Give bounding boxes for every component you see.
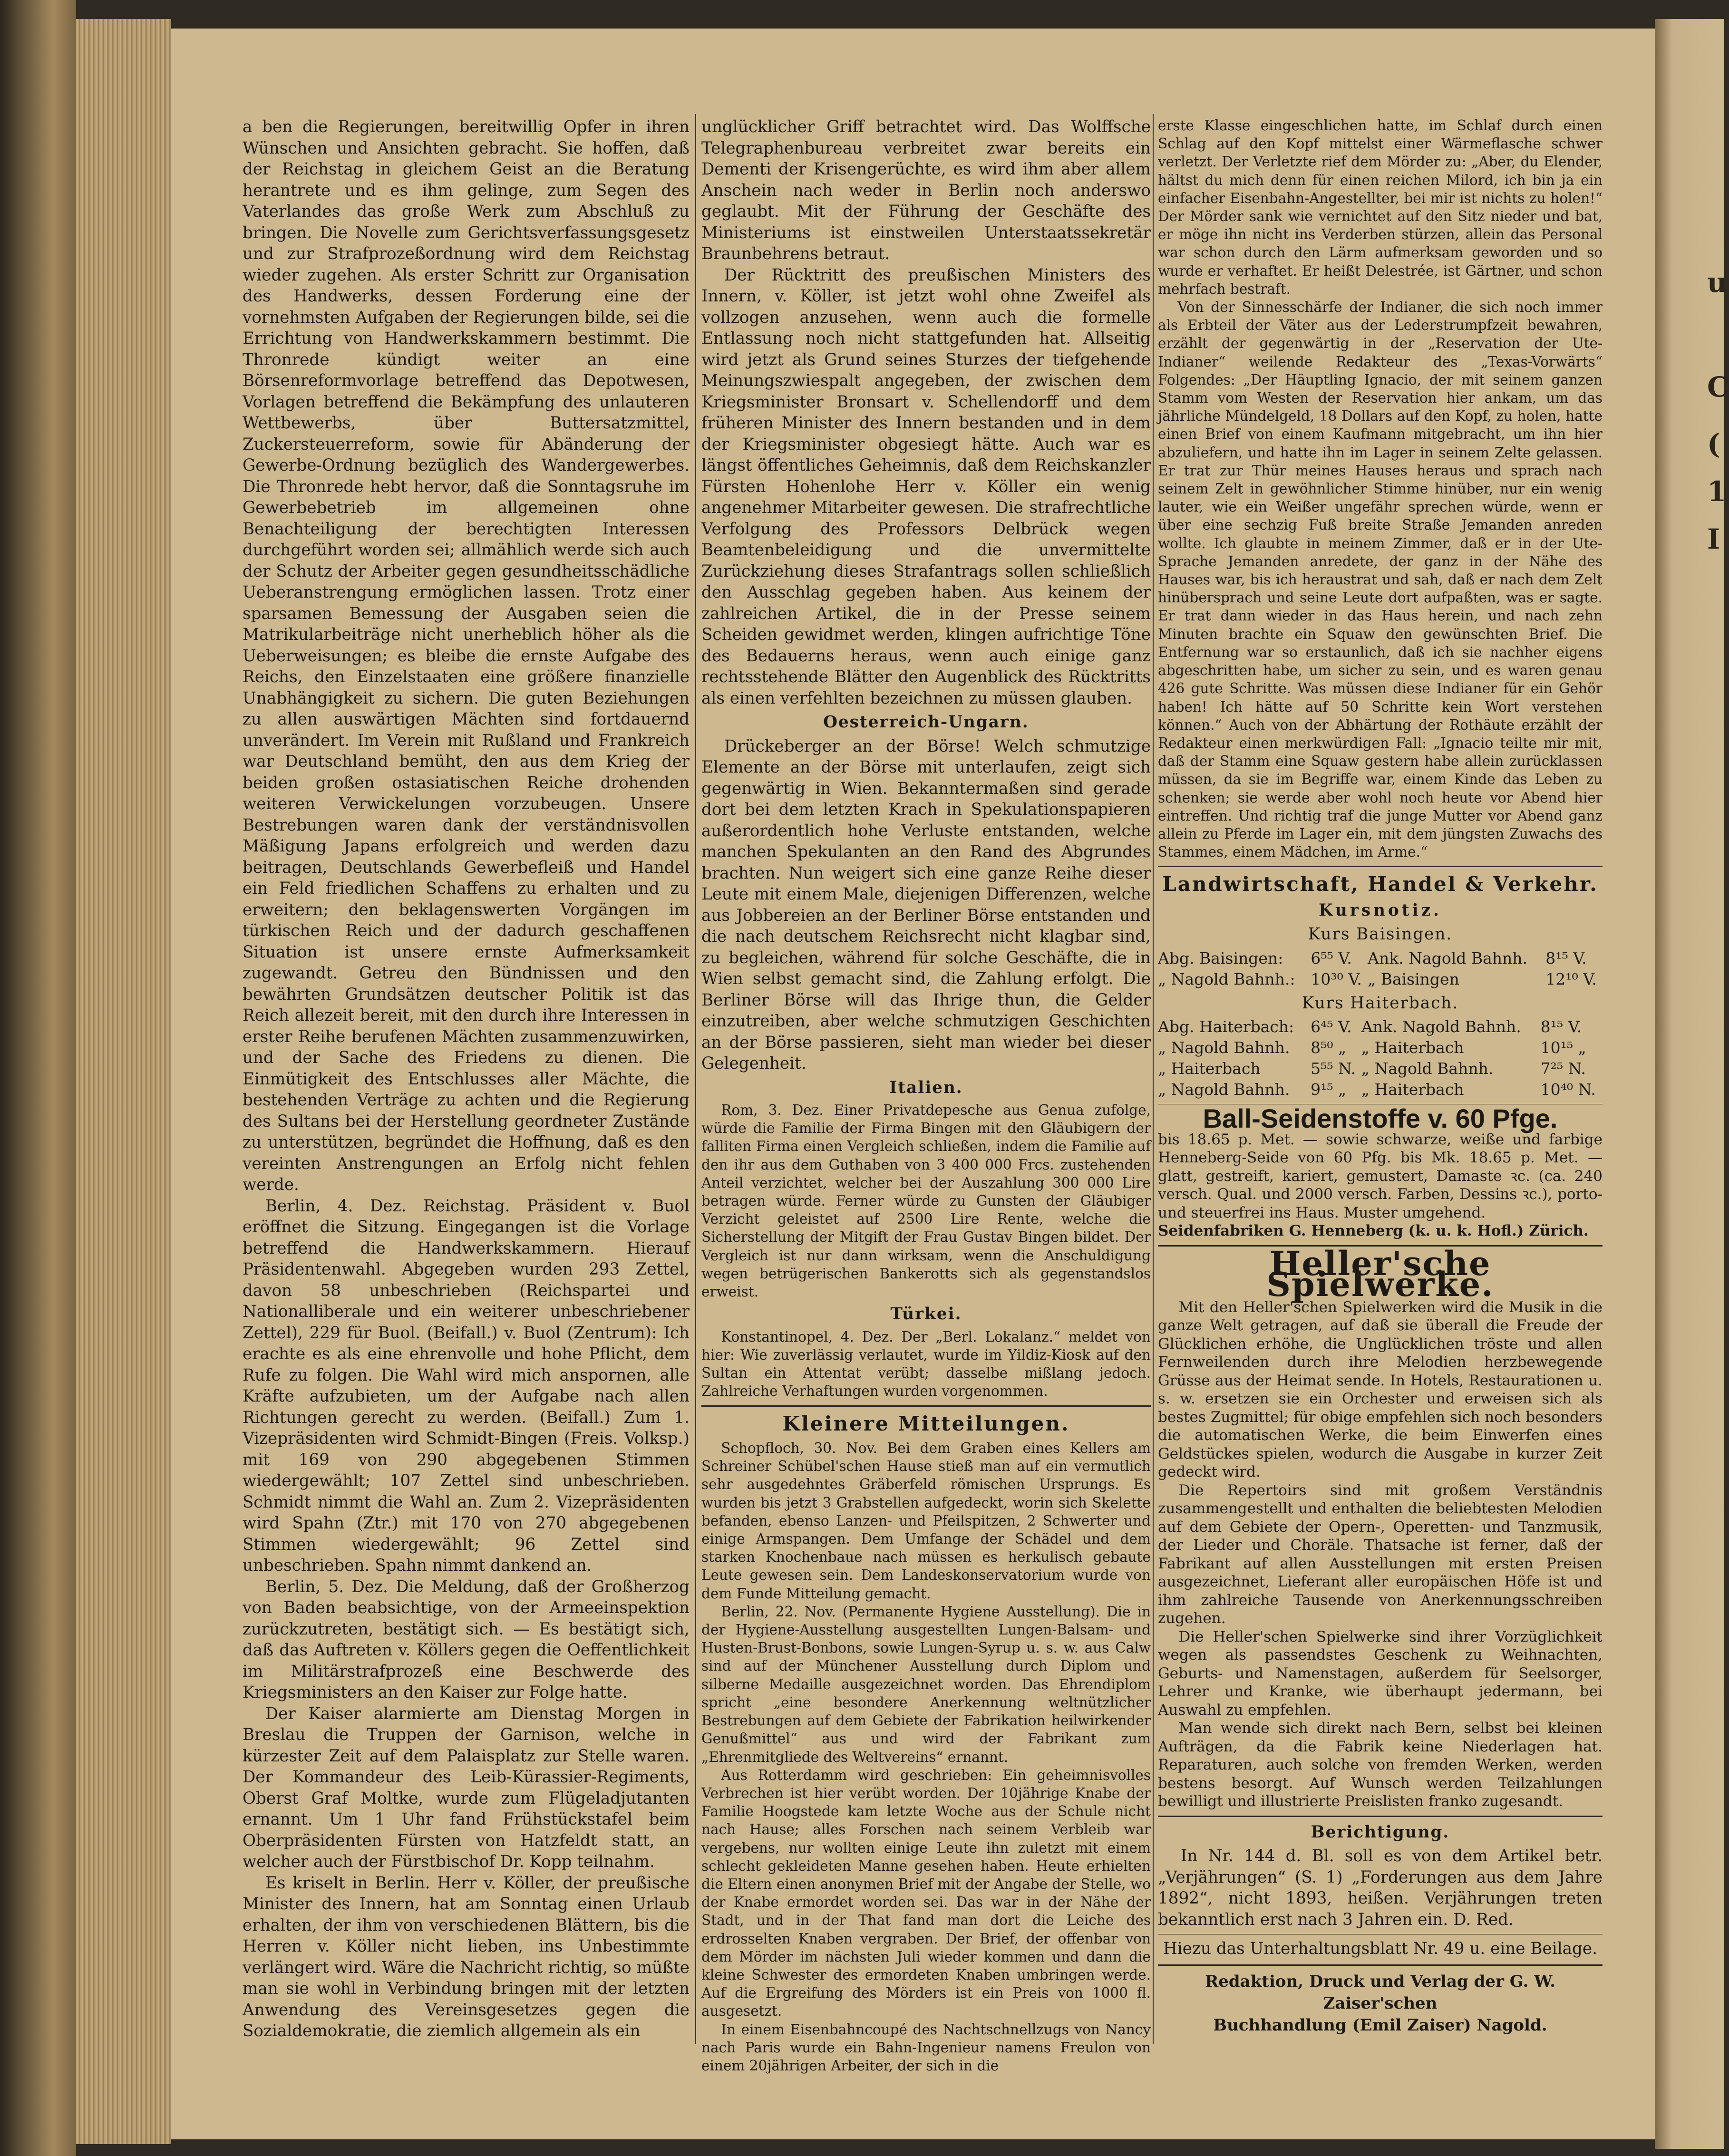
- next-page-edge: [1655, 19, 1727, 2149]
- article-kaiser: Der Kaiser alarmierte am Dienstag Morgen in Breslau die Truppen der Garnison, welche in kürzester Zeit auf dem Palaisplatz zur Stelle waren. Der Kommandeur des Leib-Kürassier-Regiments, Oberst Graf Moltke, wurde zum Flügeladjutanten ernannt. Um 1 Uhr fand Frühstückstafel beim Oberpräsidenten Fürsten von Hatzfeldt statt, an welcher auch der Fürstbischof Dr. Kopp teilnahm.: [243, 1704, 690, 1871]
- table-cell: 8¹⁵ V.: [1545, 948, 1587, 967]
- article-turkey: Konstantinopel, 4. Dez. Der „Berl. Lokalanz.“ meldet von hier: Wie zuverlässig verlautet, wurde im Yildiz-Kiosk auf den Sultan ein Attentat verübt; dasselbe mißlang jedoch. Zahlreiche Verhaftungen wurden vorgenommen.: [701, 1328, 1151, 1400]
- page-edges: [76, 19, 171, 2144]
- supplement-note: Hiezu das Unterhaltungsblatt Nr. 49 u. eine Beilage.: [1163, 1939, 1597, 1959]
- ad-silk-title: Ball-Seidenstoffe v. 60 Pfge.: [1203, 1103, 1558, 1134]
- column-left: [243, 116, 690, 2042]
- imprint-line: Redaktion, Druck und Verlag der G. W. Zaiser'schen: [1205, 1972, 1555, 2013]
- next-page-fragment: 1: [1707, 475, 1727, 508]
- ad-silk-signature: Seidenfabriken G. Henneberg (k. u. k. Hofl.) Zürich.: [1158, 1222, 1589, 1240]
- misc-item: Berlin, 22. Nov. (Permanente Hygiene Ausstellung). Die in der Hygiene-Ausstellung ausgestellten Lungen-Balsam- und Husten-Brust-Bonbons, sowie Lungen-Syrup u. s. w. aus Calw sind auf der Münchener Ausstellung durch Diplom und silberne Medaille ausgezeichnet worden. Das Ehrendiplom spricht „eine besondere Anerkennung weltnützlicher Bestrebungen auf dem Gebiete der Fabrikation heilwirkender Genußmittel“ aus und wird der Fabrikant zum „Ehrenmitgliede des Weltvereins“ ernannt.: [701, 1603, 1151, 1765]
- section-rule: [1158, 1816, 1603, 1817]
- table-cell: 6⁵⁵ V.: [1311, 948, 1352, 967]
- table-cell: Abg. Haiterbach:: [1158, 1017, 1294, 1036]
- ad-heller-text: Die Repertoirs sind mit großem Verständnis zusammengestellt und enthalten die beliebtesten Melodien auf dem Gebiete der Opern-, Operetten- und Tanzmusik, der Lieder und Choräle. Thatsache ist ferner, daß der Fabrikant auf allen Ausstellungen mit ersten Preisen ausgezeichnet, Lieferant aller europäischen Höfe ist und ihm zahlreiche Tausende von Anerkennungsschreiben zugehen.: [1158, 1481, 1603, 1627]
- next-page-fragment: I: [1707, 523, 1720, 555]
- article-thronrede: a ben die Regierungen, bereitwillig Opfer in ihren Wünschen und Ansichten gebracht. Sie hoffen, daß der Reichstag in gleichem Geist an die Beratung herantrete und es ihm gelinge, zum Segen des Vaterlandes das große Werk zum Abschluß zu bringen. Die Novelle zum Gerichtsverfassungsgesetz und zur Strafprozeßordnung wird dem Reichstag wieder zugehen. Als erster Schritt zur Organisation des Handwerks, dessen Forderung eine der vornehmsten Aufgaben der Regierungen bilde, sei die Errichtung von Handwerkskammern bestimmt. Die Thronrede kündigt weiter an eine Börsenreformvorlage betreffend das Depotwesen, Vorlagen betreffend die Bekämpfung des unlauteren Wettbewerbs, über Buttersatzmittel, Zuckersteuerreform, sowie für Abänderung der Gewerbe-Ordnung bezüglich des Wandergewerbes. Die Thronrede hebt hervor, daß die Sonntagsruhe im Gewerbebetrieb im allgemeinen ohne Benachteiligung der berechtigten Interessen durchgeführt worden sei; allmählich werde sich auch der Schutz der Arbeiter gegen gesundheitsschädliche Ueberanstrengung ermöglichen lassen. Trotz einer sparsamen Bemessung der Ausgaben seien die Matrikularbeiträge nicht unerheblich höher als die Ueberweisungen; es bleibe die ernste Aufgabe des Reichs, den Einzelstaaten eine größere finanzielle Unabhängigkeit zu sichern. Die guten Beziehungen zu allen auswärtigen Mächten sind fortdauernd unverändert. Im Verein mit Rußland und Frankreich war Deutschland bemüht, den aus dem Krieg der beiden großen ostasiatischen Reiche drohenden weiteren Verwickelungen vorzubeugen. Unsere Bestrebungen waren dank der verständnisvollen Mäßigung Japans erfolgreich und werden dazu beitragen, Deutschlands Gewerbefleiß und Handel ein Feld friedlichen Schaffens zu erhalten und zu erweitern; den beklagenswerten Vorgängen im türkischen Reich und der dadurch geschaffenen Situation ist unsere ernste Aufmerksamkeit zugewandt. Getreu den Bündnissen und den bewährten Grundsätzen deutscher Politik ist das Reich allezeit bereit, mit den durch ihre Interessen in erster Reihe berufenen Mächten zusammenzuwirken, und der Sache des Friedens zu dienen. Die Einmütigkeit des Entschlusses aller Mächte, die bestehenden Verträge zu achten und die Regierung des Sultans bei der Herstellung geordneter Zustände zu unterstützen, begründet die Hoffnung, daß es den vereinten Anstrengungen an Erfolg nicht fehlen werde.: [243, 117, 690, 1194]
- article-indianer: Von der Sinnesschärfe der Indianer, die sich noch immer als Erbteil der Väter aus der Lederstrumpfzeit bewahren, erzählt der gegenwärtig in der „Reservation der Ute-Indianer“ weilende Redakteur des „Texas-Vorwärts“ Folgendes: „Der Häuptling Ignacio, der mit seinem ganzen Stamm vom Westen der Reservation hier ankam, um das jährliche Mündelgeld, 18 Dollars auf den Kopf, zu holen, hatte einen Brief von einem Kaufmann mitgebracht, um ihn hier abzuliefern, und hatte ihn im Lager in seinem Zelte gelassen. Er trat zur Thür meines Hauses heraus und sprach nach seinem Zelt in gewöhnlicher Stimme hinüber, nur ein wenig lauter, wie ein Weißer ungefähr sprechen würde, wenn er über eine sechzig Fuß breite Straße Jemanden anreden wollte. Ich glaubte in meinem Zimmer, daß er in der Ute-Sprache Jemanden anredete, der ganz in der Nähe des Hauses war, bis ich heraustrat und sah, daß er nach dem Zelt hinübersprach und seine Leute dort aufpaßten, was er sagte. Er trat dann wieder in das Haus herein, und nach zehn Minuten brachte ein Squaw den gewünschten Brief. Die Entfernung war so erstaunlich, daß ich sie nachher eigens abgeschritten habe, um sicher zu sein, und es waren genau 426 gute Schritte. Was müssen diese Indianer für ein Gehör haben! Ich hätte auf 50 Schritte kein Wort verstehen können.“ Auch von der Abhärtung der Rothäute erzählt der Redakteur einen merkwürdigen Fall: „Ignacio teilte mir mit, daß der Stamm eine Squaw gestern habe allein zurücklassen müssen, da sie im Begriffe war, einem Kinde das Leben zu schenken; sie werde aber wohl noch heute vor Abend hier eintreffen. Und richtig traf die junge Mutter vor Abend ganz allein zu Pferde im Lager ein, mit dem jüngsten Zuwachs des Stammes, einem Mädchen, im Arme.“: [1158, 299, 1603, 860]
- section-rule: [1158, 866, 1603, 867]
- table-row: [1158, 1079, 1603, 1100]
- section-heading-misc: Kleinere Mitteilungen.: [782, 1412, 1070, 1435]
- kurs-baisingen-heading: Kurs Baisingen.: [1308, 925, 1453, 944]
- column-divider: [695, 114, 696, 2044]
- column-right: [1158, 116, 1603, 2036]
- article-grossherzog: Berlin, 5. Dez. Die Meldung, daß der Großherzog von Baden beabsichtige, von der Armeeinspektion zurückzutreten, bestätigt sich. — Es bestätigt sich, daß das Auftreten v. Köllers gegen die Oeffentlichkeit im Militärstrafprozeß eine Beschwerde des Kriegsministers an den Kaiser zur Folge hatte.: [243, 1577, 690, 1702]
- section-rule: [1158, 1964, 1603, 1966]
- column-middle: [701, 116, 1151, 2075]
- kurs-baisingen-table: [1158, 948, 1603, 990]
- misc-item: Schopfloch, 30. Nov. Bei dem Graben eines Kellers am Schreiner Schübel'schen Hause stieß man auf ein vermutlich sehr ausgedehntes Gräberfeld römischen Ursprungs. Es wurden bis jetzt 3 Grabstellen aufgedeckt, worin sich Skelette befanden, ebenso Lanzen- und Pfeilspitzen, 2 Schwerter und einige Armspangen. Dem Umfange der Schädel und dem starken Knochenbaue nach müssen es herkulisch gebaute Leute gewesen sein. Dem Landeskonservatorium wurde von dem Funde Mitteilung gemacht.: [701, 1440, 1151, 1602]
- table-row: [1158, 948, 1603, 969]
- article-krise: Es kriselt in Berlin. Herr v. Köller, der preußische Minister des Innern, hat am Sonntag einen Urlaub erhalten, der ihm von verschiedenen Blättern, bis die Herren v. Köller nicht lieben, ins Unbestimmte verlängert wird. Wäre die Nachricht richtig, so müßte man sie wohl in Verbindung bringen mit der letzten Anwendung des Vereinsgesetzes gegen die Sozialdemokratie, die ziemlich allgemein als ein: [243, 1873, 690, 2040]
- table-cell: 5⁵⁵ N.: [1311, 1059, 1356, 1078]
- article-reichstag: Berlin, 4. Dez. Reichstag. Präsident v. Buol eröffnet die Sitzung. Eingegangen ist die Vorlage betreffend die Handwerkskammern. Hierauf Präsidentenwahl. Abgegeben wurden 293 Zettel, davon 58 unbeschrieben (Reichspartei und Nationalliberale und ein weiterer unbeschriebener Zettel), 229 für Buol. (Beifall.) v. Buol (Zentrum): Ich erachte es als eine ehrenvolle und hohe Pflicht, dem Rufe zu folgen. Die Wahl wird mich anspornen, alle Kräfte aufzubieten, um der Aufgabe nach allen Richtungen gerecht zu werden. (Beifall.) Zum 1. Vizepräsidenten wird Schmidt-Bingen (Freis. Volksp.) mit 169 von 290 abgegebenen Stimmen wiedergewählt; 107 Zettel sind unbeschrieben. Schmidt nimmt die Wahl an. Zum 2. Vizepräsidenten wird Spahn (Ztr.) mit 170 von 270 abgegebenen Stimmen wiedergewählt; 96 Zettel sind unbeschrieben. Spahn nimmt dankend an.: [243, 1196, 690, 1575]
- article-krise-cont: unglücklicher Griff betrachtet wird. Das Wolffsche Telegraphenbureau verbreitet zwar bereits ein Dementi der Krisengerüchte, es wird ihm aber allem Anschein nach weder in Berlin noch anderswo geglaubt. Mit der Führung der Geschäfte des Ministeriums ist einstweilen Unterstaatssekretär Braunbehrens betraut.: [701, 117, 1151, 263]
- table-row: [1158, 1016, 1603, 1037]
- table-cell: 10⁴⁰ N.: [1540, 1080, 1596, 1099]
- table-cell: 10¹⁵ „: [1540, 1038, 1586, 1057]
- column-divider: [1153, 114, 1154, 2044]
- ad-silk-text: bis 18.65 p. Met. — sowie schwarze, weiße und farbige Henneberg-Seide von 60 Pfg. bis Mk. 18.65 p. Met. — glatt, gestreift, kariert, gemustert, Damaste ꝛc. (ca. 240 versch. Qual. und 2000 versch. Farben, Dessins ꝛc.), porto- und steuerfrei ins Haus. Muster umgehend.: [1158, 1131, 1603, 1221]
- table-cell: 9¹⁵ „: [1311, 1080, 1347, 1099]
- misc-item: Aus Rotterdamm wird geschrieben: Ein geheimnisvolles Verbrechen ist hier verübt worden. Der 10jährige Knabe der Familie Hoogstede kam letzte Woche aus der Schule nicht nach Hause; alles Forschen nach seinem Verbleib war vergebens, nur wollten einige Leute ihn zuletzt mit einem schlecht gekleideten Manne gesehen haben. Heute erhielten die Eltern einen anonymen Brief mit der Angabe der Stelle, wo der Knabe ermordet worden sei. Das war in der Nähe der Stadt, und in der That fand man dort die Leiche des erdrosselten Knaben vergraben. Der Brief, der offenbar von dem Mörder im nächsten Juli wieder kommen und dann die kleine Schwester des ermordeten Knaben umbringen werde. Auf die Ergreifung des Mörders ist ein Preis von 1000 fl. ausgesetzt.: [701, 1767, 1151, 2020]
- table-cell: „ Nagold Bahnh.: [1361, 1059, 1494, 1078]
- article-eisenbahn-cont: erste Klasse eingeschlichen hatte, im Schlaf durch einen Schlag auf den Kopf mittelst einer Wärmeflasche schwer verletzt. Der Verletzte rief dem Mörder zu: „Aber, du Elender, hältst du mich denn für einen reichen Milord, ich bin ja ein einfacher Eisenbahn-Angestellter, bei mir ist nichts zu holen!“ Der Mörder sank wie vernichtet auf den Sitz nieder und bat, er möge ihn nicht ins Verderben stürzen, allein das Personal war schon durch den Lärm aufmerksam geworden und so wurde er verhaftet. Er heißt Delestrée, ist Gärtner, und schon mehrfach bestraft.: [1158, 117, 1603, 297]
- misc-item: In einem Eisenbahncoupé des Nachtschnellzugs von Nancy nach Paris wurde ein Bahn-Ingenieur namens Freulon von einem 20jährigen Arbeiter, der sich in die: [701, 2021, 1151, 2074]
- article-austria: Drückeberger an der Börse! Welch schmutzige Elemente an der Börse mit unterlaufen, zeigt sich gegenwärtig in Wien. Bekanntermaßen sind gerade dort bei dem letzten Krach in Spekulationspapieren außerordentlich hohe Verluste entstanden, welche manchen Spekulanten an den Rand des Abgrundes brachten. Nun weigert sich eine ganze Reihe dieser Leute mit einem Male, diejenigen Differenzen, welche aus Jobbereien an der Berliner Börse entstanden und die nach deutschem Reichsrecht nicht klagbar sind, zu begleichen, während für solche Geschäfte, die in Wien selbst gemacht sind, die Zahlung erfolgt. Die Berliner Börse will das Ihrige thun, die Gelder einzutreiben, aber welche schmutzigen Geschichten an der Börse passieren, sieht man wieder bei dieser Gelegenheit.: [701, 736, 1151, 1073]
- section-heading-italy: Italien.: [889, 1078, 963, 1097]
- table-cell: 7²⁵ N.: [1540, 1059, 1586, 1078]
- ad-heller-text: Mit den Heller'schen Spielwerken wird die Musik in die ganze Welt getragen, auf daß sie überall die Freude der Glücklichen erhöhe, die Unglücklichen tröste und allen Fernweilenden durch ihre Melodien herzbewegende Grüsse aus der Heimat sende. In Hotels, Restaurationen u. s. w. ersetzen sie ein Orchester und erweisen sich als bestes Zugmittel; für obige empfehlen sich noch besonders die automatischen Werke, die beim Einwerfen eines Geldstückes spielen, wodurch die Ausgabe in kurzer Zeit gedeckt wird.: [1158, 1298, 1603, 1481]
- table-row: [1158, 969, 1603, 990]
- table-cell: 12¹⁰ V.: [1545, 969, 1597, 988]
- article-ruecktritt: Der Rücktritt des preußischen Ministers des Innern, v. Köller, ist jetzt wohl ohne Zweifel als vollzogen anzusehen, wenn auch die formelle Entlassung noch nicht stattgefunden hat. Allseitig wird jetzt als Grund seines Sturzes der tiefgehende Meinungszwiespalt angegeben, der zwischen dem Kriegsminister Bronsart v. Schellendorff und dem früheren Minister des Innern bestanden und in dem der Kriegsminister obgesiegt hätte. Auch war es längst öffentliches Geheimnis, daß dem Reichskanzler Fürsten Hohenlohe Herr v. Köller ein wenig angenehmer Mitarbeiter gewesen. Die strafrechtliche Verfolgung des Professors Delbrück wegen Beamtenbeleidigung und die unvermittelte Zurückziehung dieses Strafantrags sollen schließlich den Ausschlag gegeben haben. Aus keinem der zahlreichen Artikel, die in der Presse seinem Scheiden gewidmet werden, klingen aufrichtige Töne des Bedauerns heraus, wenn auch einige ganz rechtsstehende Blätter den Augenblick des Rücktritts als einen verfehlten bezeichnen zu müssen glauben.: [701, 265, 1151, 708]
- table-cell: „ Haiterbach: [1361, 1038, 1464, 1057]
- next-page-fragment: C: [1707, 371, 1729, 403]
- kurs-haiterbach-table: [1158, 1016, 1603, 1100]
- article-italy: Rom, 3. Dez. Einer Privatdepesche aus Genua zufolge, würde die Familie der Firma Bingen mit den Gläubigern der falliten Firma einen Vergleich schließen, indem die Familie auf den ihr aus dem Guthaben von 3 400 000 Frcs. zustehenden Anteil verzichtet, welcher bei der Auszahlung 300 000 Lire betragen würde. Ferner würde zu Gunsten der Gläubiger Verzicht geleistet auf 2500 Lire Rente, welche die Sicherstellung der Mitgift der Frau Gustav Bingen bildet. Der Vergleich ist nur dann wirksam, wenn die Anschuldigung wegen betrügerischen Bankerotts sich als gegenstandslos erweist.: [701, 1102, 1151, 1300]
- table-row: [1158, 1037, 1603, 1058]
- section-heading-trade: Landwirtschaft, Handel & Verkehr.: [1162, 872, 1598, 896]
- table-cell: „ Haiterbach: [1158, 1059, 1261, 1078]
- section-rule: [701, 1405, 1151, 1407]
- table-row: [1158, 1058, 1603, 1079]
- book-spine: [0, 0, 76, 2156]
- table-cell: „ Nagold Bahnh.: [1158, 1038, 1290, 1057]
- section-heading-austria: Oesterreich-Ungarn.: [823, 713, 1029, 732]
- table-cell: 8¹⁵ V.: [1540, 1017, 1582, 1036]
- ad-heller-text: Die Heller'schen Spielwerke sind ihrer Vorzüglichkeit wegen als passendstes Geschenk zu Weihnachten, Geburts- und Namenstagen, außerdem für Seelsorger, Lehrer und Kranke, wie überhaupt jedermann, bei Auswahl zu empfehlen.: [1158, 1628, 1603, 1719]
- ad-heller-text: Man wende sich direkt nach Bern, selbst bei kleinen Aufträgen, da die Fabrik keine Niederlagen hat. Reparaturen, auch solche von fremden Werken, werden bestens besorgt. Auf Wunsch werden Teilzahlungen bewilligt und illustrierte Preislisten franko zugesandt.: [1158, 1720, 1603, 1810]
- imprint-line: Buchhandlung (Emil Zaiser) Nagold.: [1213, 2015, 1547, 2035]
- table-cell: 10³⁰ V.: [1311, 969, 1362, 988]
- next-page-fragment: u: [1707, 266, 1728, 299]
- correction-text: In Nr. 144 d. Bl. soll es von dem Artikel betr. „Verjährungen“ (S. 1) „Forderungen aus dem Jahre 1892“, nicht 1893, heißen. Verjährungen treten bekanntlich erst nach 3 Jahren ein. D. Red.: [1158, 1847, 1603, 1929]
- table-cell: „ Nagold Bahnh.: [1158, 1080, 1290, 1099]
- table-cell: „ Haiterbach: [1361, 1080, 1464, 1099]
- table-cell: Ank. Nagold Bahnh.: [1361, 1017, 1521, 1036]
- kurs-heading: Kursnotiz.: [1319, 900, 1442, 920]
- kurs-haiterbach-heading: Kurs Haiterbach.: [1302, 993, 1459, 1013]
- table-cell: 8⁵⁰ „: [1311, 1038, 1347, 1057]
- table-cell: „ Nagold Bahnh.:: [1158, 969, 1295, 988]
- section-heading-turkey: Türkei.: [890, 1305, 962, 1324]
- table-cell: Abg. Baisingen:: [1158, 948, 1283, 967]
- table-cell: Ank. Nagold Bahnh.: [1368, 948, 1528, 967]
- ad-heller-title: Heller'sche Spielwerke.: [1266, 1243, 1494, 1305]
- table-cell: „ Baisingen: [1368, 969, 1459, 988]
- table-cell: 6⁴⁵ V.: [1311, 1017, 1352, 1036]
- next-page-fragment: (: [1707, 428, 1720, 460]
- correction-heading: Berichtigung.: [1311, 1822, 1450, 1842]
